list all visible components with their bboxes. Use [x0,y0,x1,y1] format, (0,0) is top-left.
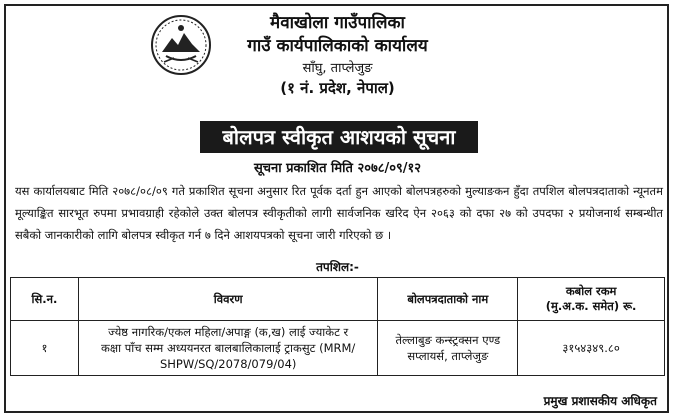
row-description-line2: कक्षा पाँच सम्म अध्ययनरत बालबालिकालाई ट्राकसुट (MRM/ [101,341,356,355]
header-bidder: बोलपत्रदाताको नाम [378,278,518,321]
signature-title: प्रमुख प्रशासकीय अधिकृत [543,394,657,408]
header-amount-line2: (मु.अ.क. समेत) रू. [545,299,637,313]
office-name: मैवाखोला गाउँपालिका [270,13,405,33]
table-header-row [11,278,665,321]
details-label: तपशिल:- [316,260,359,274]
published-date: सूचना प्रकाशित मिति २०७८/०९/१२ [253,161,422,176]
header-amount-line1: कबोल रकम [565,284,617,298]
header-amount [518,278,665,321]
row-description-line3: SHPW/SQ/2078/079/04) [159,357,297,371]
row-bidder-line2: सप्लायर्स, ताप्लेजुङ [407,349,489,363]
row-bidder [378,321,518,376]
header-description: विवरण [78,278,378,321]
table-row [11,321,665,376]
row-description [78,321,378,376]
row-description-line1: ज्येष्ठ नागरिक/एकल महिला/अपाङ्ग (क,ख) लाई ज्याकेट र [108,325,349,339]
row-sn: १ [11,321,79,376]
notice-body: यस कार्यालयबाट मिति २०७८/०८/०९ गते प्रकाशित सूचना अनुसार रित पूर्वक दर्ता हुन आएको बोलपत्रहरुको मुल्याङकन हुँदा तपशिल बोलपत्रदाताको न्यूनतम मूल्याङ्कित सारभूत रुपमा प्रभावग्राही रहेकोले उक्त बोलपत्र स्वीकृतीको लागी सार्वजनिक खरिद ऐन २०६३ को दफा २७ को उपदफा २ प्रयोजनार्थ सम्बन्धीत सबैको जानकारीको लागि बोलपत्र स्वीकृत गर्न ७ दिने आशयपत्रको सूचना जारी गरिएको छ । [15,184,663,242]
office-subtitle: गाउँ कार्यपालिकाको कार्यालय [247,36,428,56]
row-bidder-line1: तेल्लाबुङ कन्स्ट्रक्सन एण्ड [395,333,501,347]
bid-table [10,277,665,376]
notice-title: बोलपत्र स्वीकृत आशयको सूचना [200,121,478,153]
header-sn: सि.न. [11,278,79,321]
province-label: (१ नं. प्रदेश, नेपाल) [280,79,395,97]
office-address: साँघु, ताप्लेजुङ [302,61,373,76]
row-amount: ३१५४३४९.८० [518,321,665,376]
